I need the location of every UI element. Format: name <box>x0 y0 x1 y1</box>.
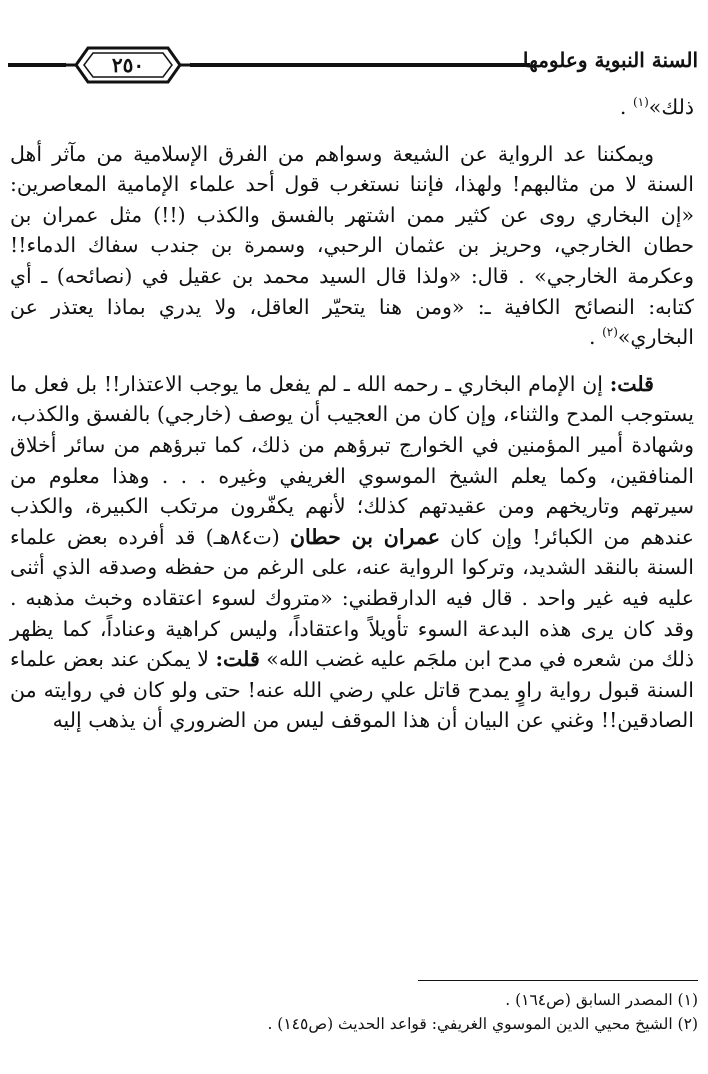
paragraph-text: إن الإمام البخاري ـ رحمه الله ـ لم يفعل ما يوجب الاعتذار!! بل فعل ما يستوجب المدح والثناء، وإن كان من العجيب أن يوصف (خارجي) بالفسق والكذب، وشهادة أمير المؤمنين في الخوارج تبرؤهم من ذلك، كما تبرؤهم من سائر أخلاق المنافقين، وكما يعلم الشيخ الموسوي الغريفي وغيره . . . وهذا معلوم من سيرتهم وتاريخهم ومن عقيدتهم كذلك؛ لأنهم يكفّرون مرتكب الكبيرة، والكذب عندهم من الكبائر! وإن كان <box>10 371 694 549</box>
paragraph <box>10 369 694 736</box>
page-number: ٢٥٠ <box>111 53 145 77</box>
paragraph-continuation <box>10 92 694 123</box>
paragraph-text: ويمكننا عد الرواية عن الشيعة وسواهم من الفرق الإسلامية من مآثر أهل السنة لا من مثالبهم! ولهذا، فإننا نستغرب قول أحد علماء الإمامية المعاصرين: «إن البخاري روى عن كثير ممن اشتهر بالفسق والكذب (!!) مثل عمران بن حطان الخارجي، وحريز بن عثمان الرحبي، وسمرة بن جندب سفاك الدماء!! وعكرمة الخارجي» . قال: «ولذا قال السيد محمد بن عقيل في (نصائحه) ـ أي كتابه: النصائح الكافية ـ: «ومن هنا يتحيّر العاقل، ولا يدري بماذا يعتذر عن البخاري» <box>10 141 694 350</box>
footnote-ref-2: (٢) <box>602 325 618 340</box>
paragraph-end: . <box>619 95 633 119</box>
footnote-2: (٢) الشيخ محيي الدين الموسوي الغريفي: قواعد الحديث (ص١٤٥) . <box>267 1015 698 1033</box>
paragraph <box>10 139 694 353</box>
main-text <box>10 92 694 736</box>
page-header <box>0 40 708 96</box>
paragraph-text: (ت٨٤هـ) قد أفرده بعض علماء السنة بالنقد الشديد، وتركوا الرواية عنه، على الرغم من حفظه وصدقه الذي أثنى عليه فيه غير واحد . قال فيه الدارقطني: «متروك لسوء اعتقاده وخبث مذهبه . وقد كان يرى هذه البدعة السوء تأويلاً واعتقاداً، وليس كراهية وعناداً، كما يظهر ذلك من شعره في مدح ابن ملجَم عليه غضب الله» <box>10 524 694 672</box>
running-title: السنة النبوية وعلومها <box>522 48 698 72</box>
qultu-label: قلت: <box>609 371 654 396</box>
header-rule-right <box>190 63 530 67</box>
qultu-label: قلت: <box>215 647 260 672</box>
paragraph-end: . <box>589 325 603 350</box>
paragraph-text: لا يمكن عند بعض علماء السنة قبول رواية راوٍ يمدح قاتل علي رضي الله عنه! حتى ولو كان في روايته من الصادقين!! وغني عن البيان أن هذا الموقف ليس من الضروري أن يذهب إليه <box>10 647 694 733</box>
footnote-1: (١) المصدر السابق (ص١٦٤) . <box>505 991 698 1009</box>
footnote-ref-1: (١) <box>632 95 649 110</box>
narrator-name: عمران بن حطان <box>290 524 440 549</box>
header-rule-left <box>8 63 66 67</box>
footnote-divider <box>418 980 698 981</box>
paragraph-text: ذلك» <box>648 95 694 119</box>
footnotes <box>14 988 698 1036</box>
